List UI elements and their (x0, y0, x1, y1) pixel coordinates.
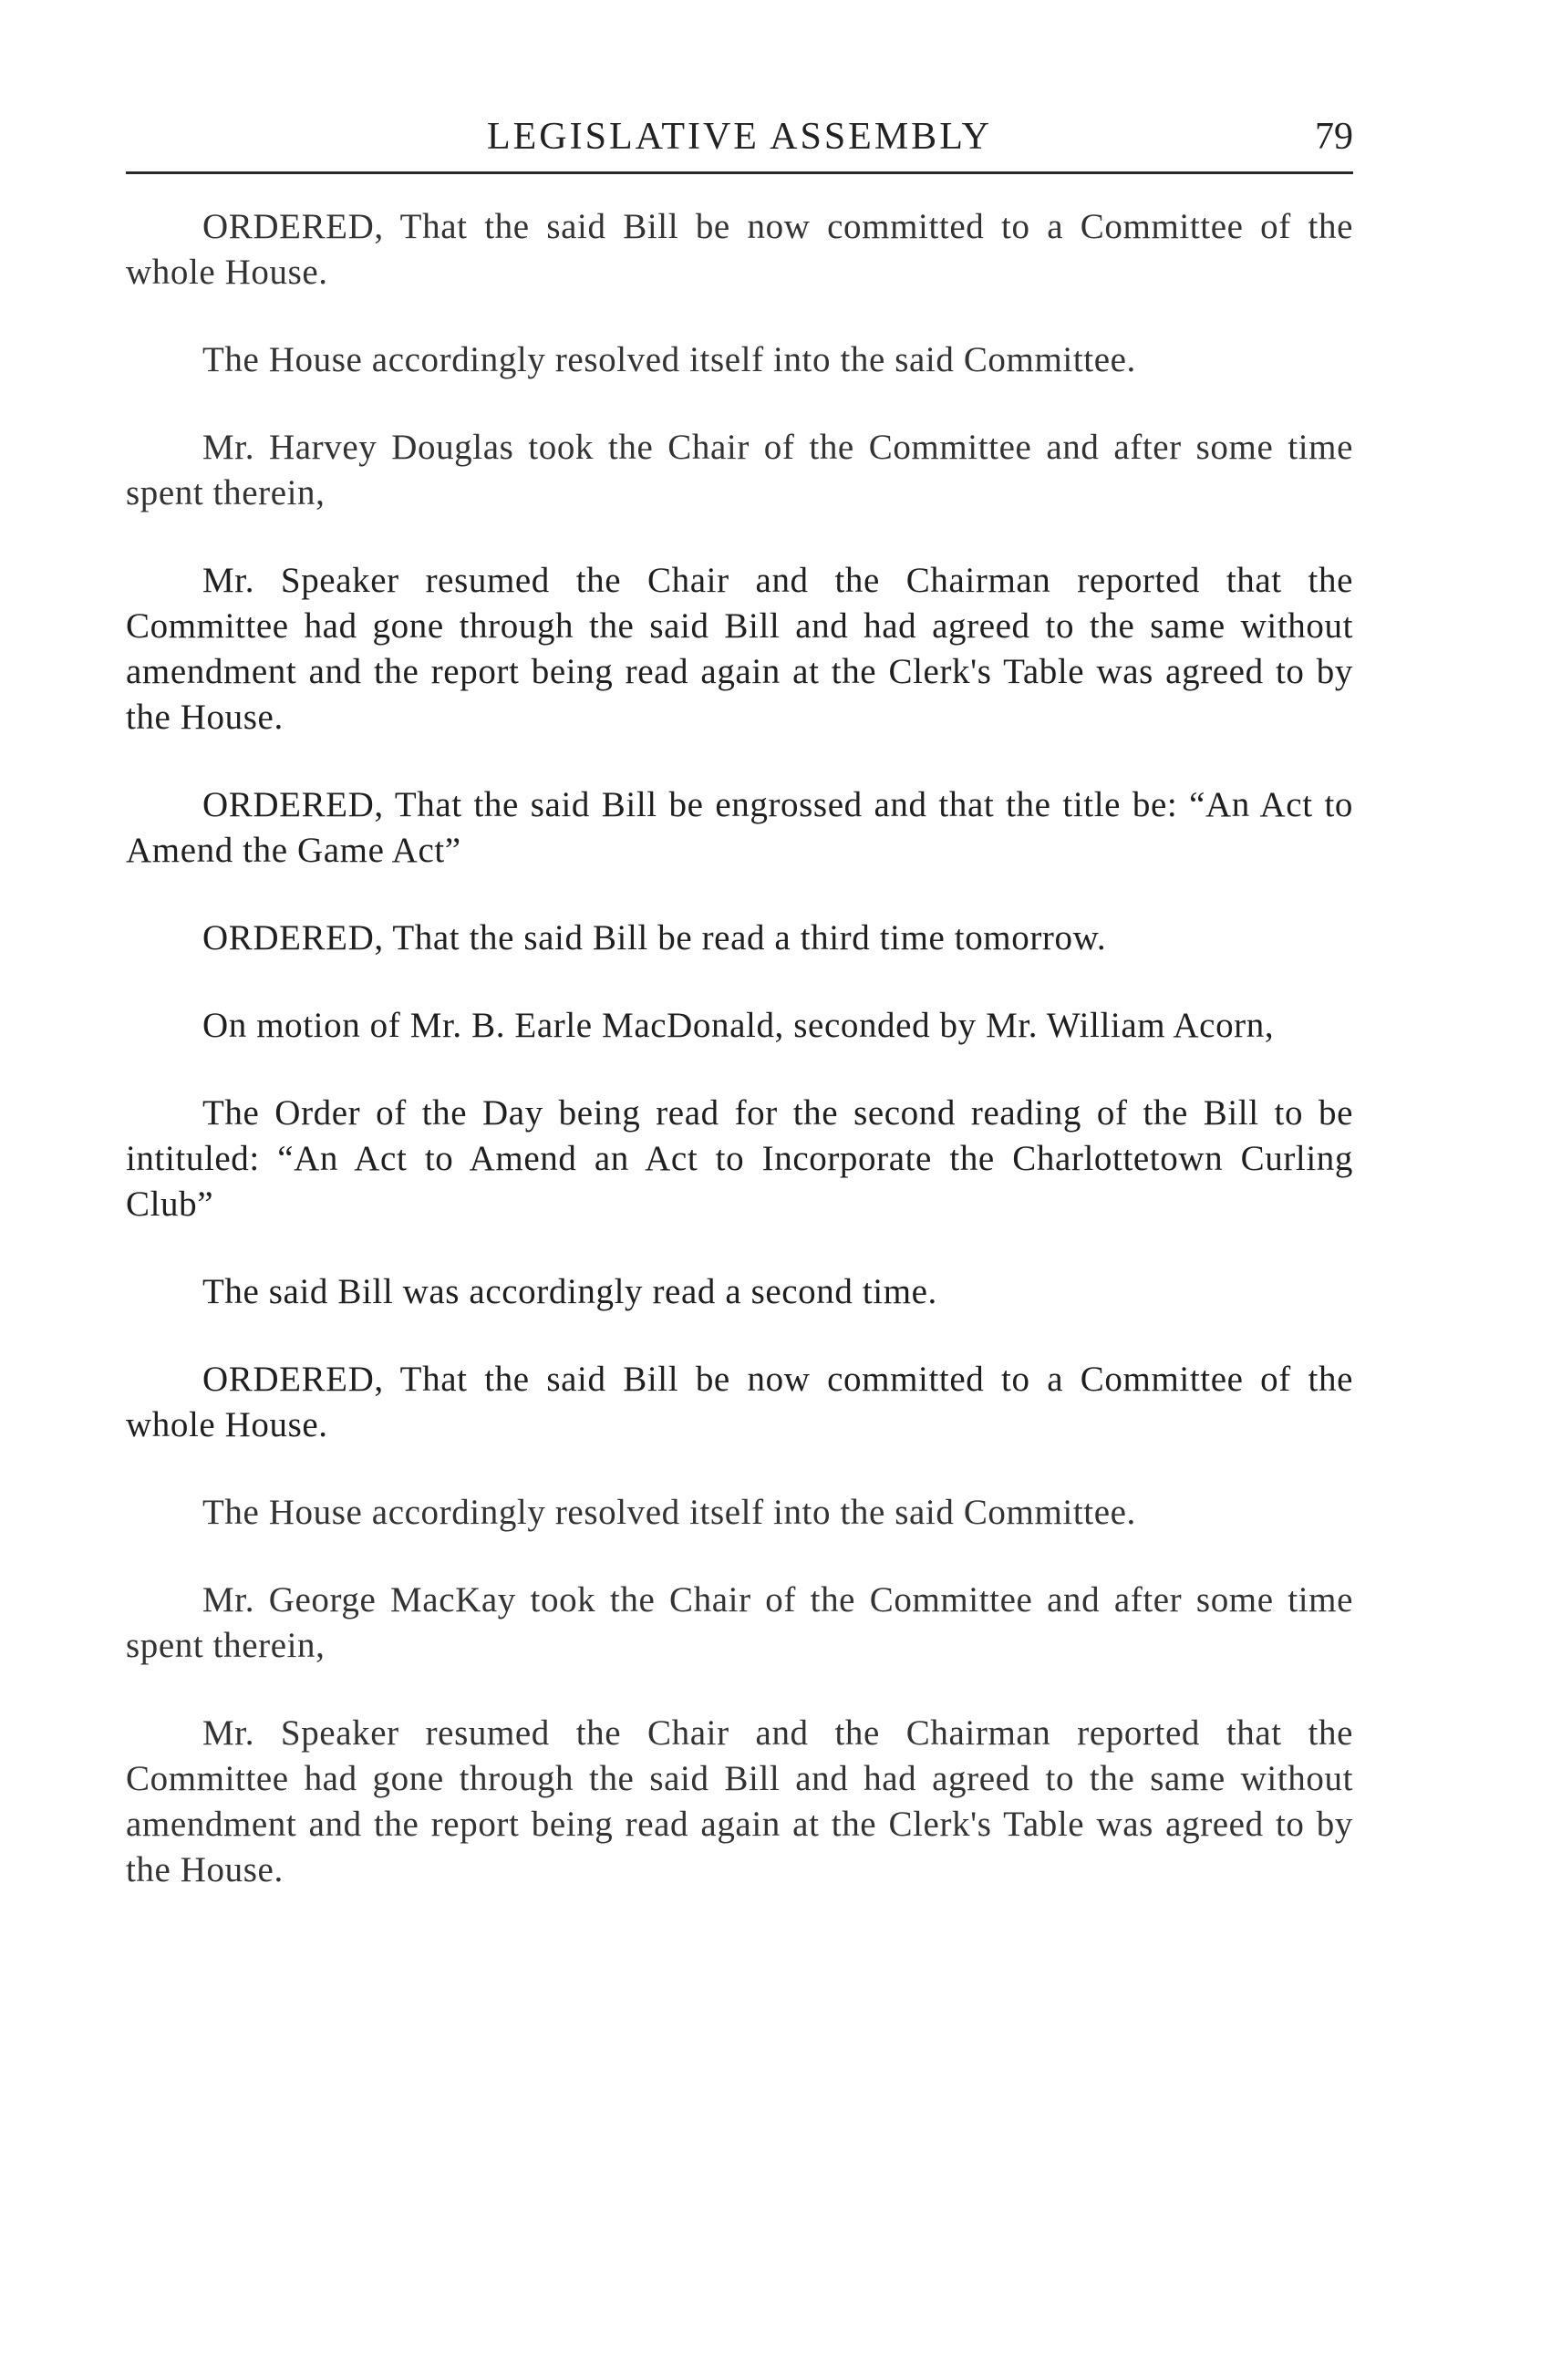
paragraph-engrossed: ORDERED, That the said Bill be engrossed and that the title be: “An Act to Amend the Game Act” (126, 785, 1353, 870)
body-text (126, 204, 1353, 1893)
paragraph-resolved-2: The House accordingly resolved itself into the said Committee. (202, 1493, 1136, 1532)
paragraph-order-of-day: The Order of the Day being read for the second reading of the Bill to be intituled: “An Act to Amend an Act to Incorporate the Charlottetown Curling Club” (126, 1093, 1353, 1224)
paragraph-committed-1: ORDERED, That the said Bill be now committed to a Committee of the whole House. (126, 207, 1353, 292)
page-number: 79 (1315, 116, 1353, 158)
paragraph-committed-2: ORDERED, That the said Bill be now committed to a Committee of the whole House. (126, 1360, 1353, 1444)
running-header (126, 109, 1353, 173)
paragraph-motion: On motion of Mr. B. Earle MacDonald, seconded by Mr. William Acorn, (202, 1006, 1275, 1045)
paragraph-chair-mackay: Mr. George MacKay took the Chair of the Committee and after some time spent therein, (126, 1580, 1353, 1665)
header-rule (126, 171, 1353, 174)
paragraph-chair-douglas: Mr. Harvey Douglas took the Chair of the Committee and after some time spent therein, (126, 428, 1353, 512)
paragraph-speaker-report-1: Mr. Speaker resumed the Chair and the Chairman reported that the Committee had gone through the said Bill and had agreed to the same without amendment and the report being read again at the Clerk's Table was agreed to by the House. (126, 561, 1353, 737)
header-title: LEGISLATIVE ASSEMBLY (487, 116, 992, 158)
paragraph-second-reading: The said Bill was accordingly read a second time. (202, 1272, 937, 1311)
document-page (126, 109, 1353, 1935)
paragraph-resolved-1: The House accordingly resolved itself into the said Committee. (202, 340, 1136, 379)
paragraph-speaker-report-2: Mr. Speaker resumed the Chair and the Chairman reported that the Committee had gone through the said Bill and had agreed to the same without amendment and the report being read again at the Clerk's Table was agreed to by the House. (126, 1713, 1353, 1889)
paragraph-third-reading: ORDERED, That the said Bill be read a third time tomorrow. (202, 918, 1107, 957)
